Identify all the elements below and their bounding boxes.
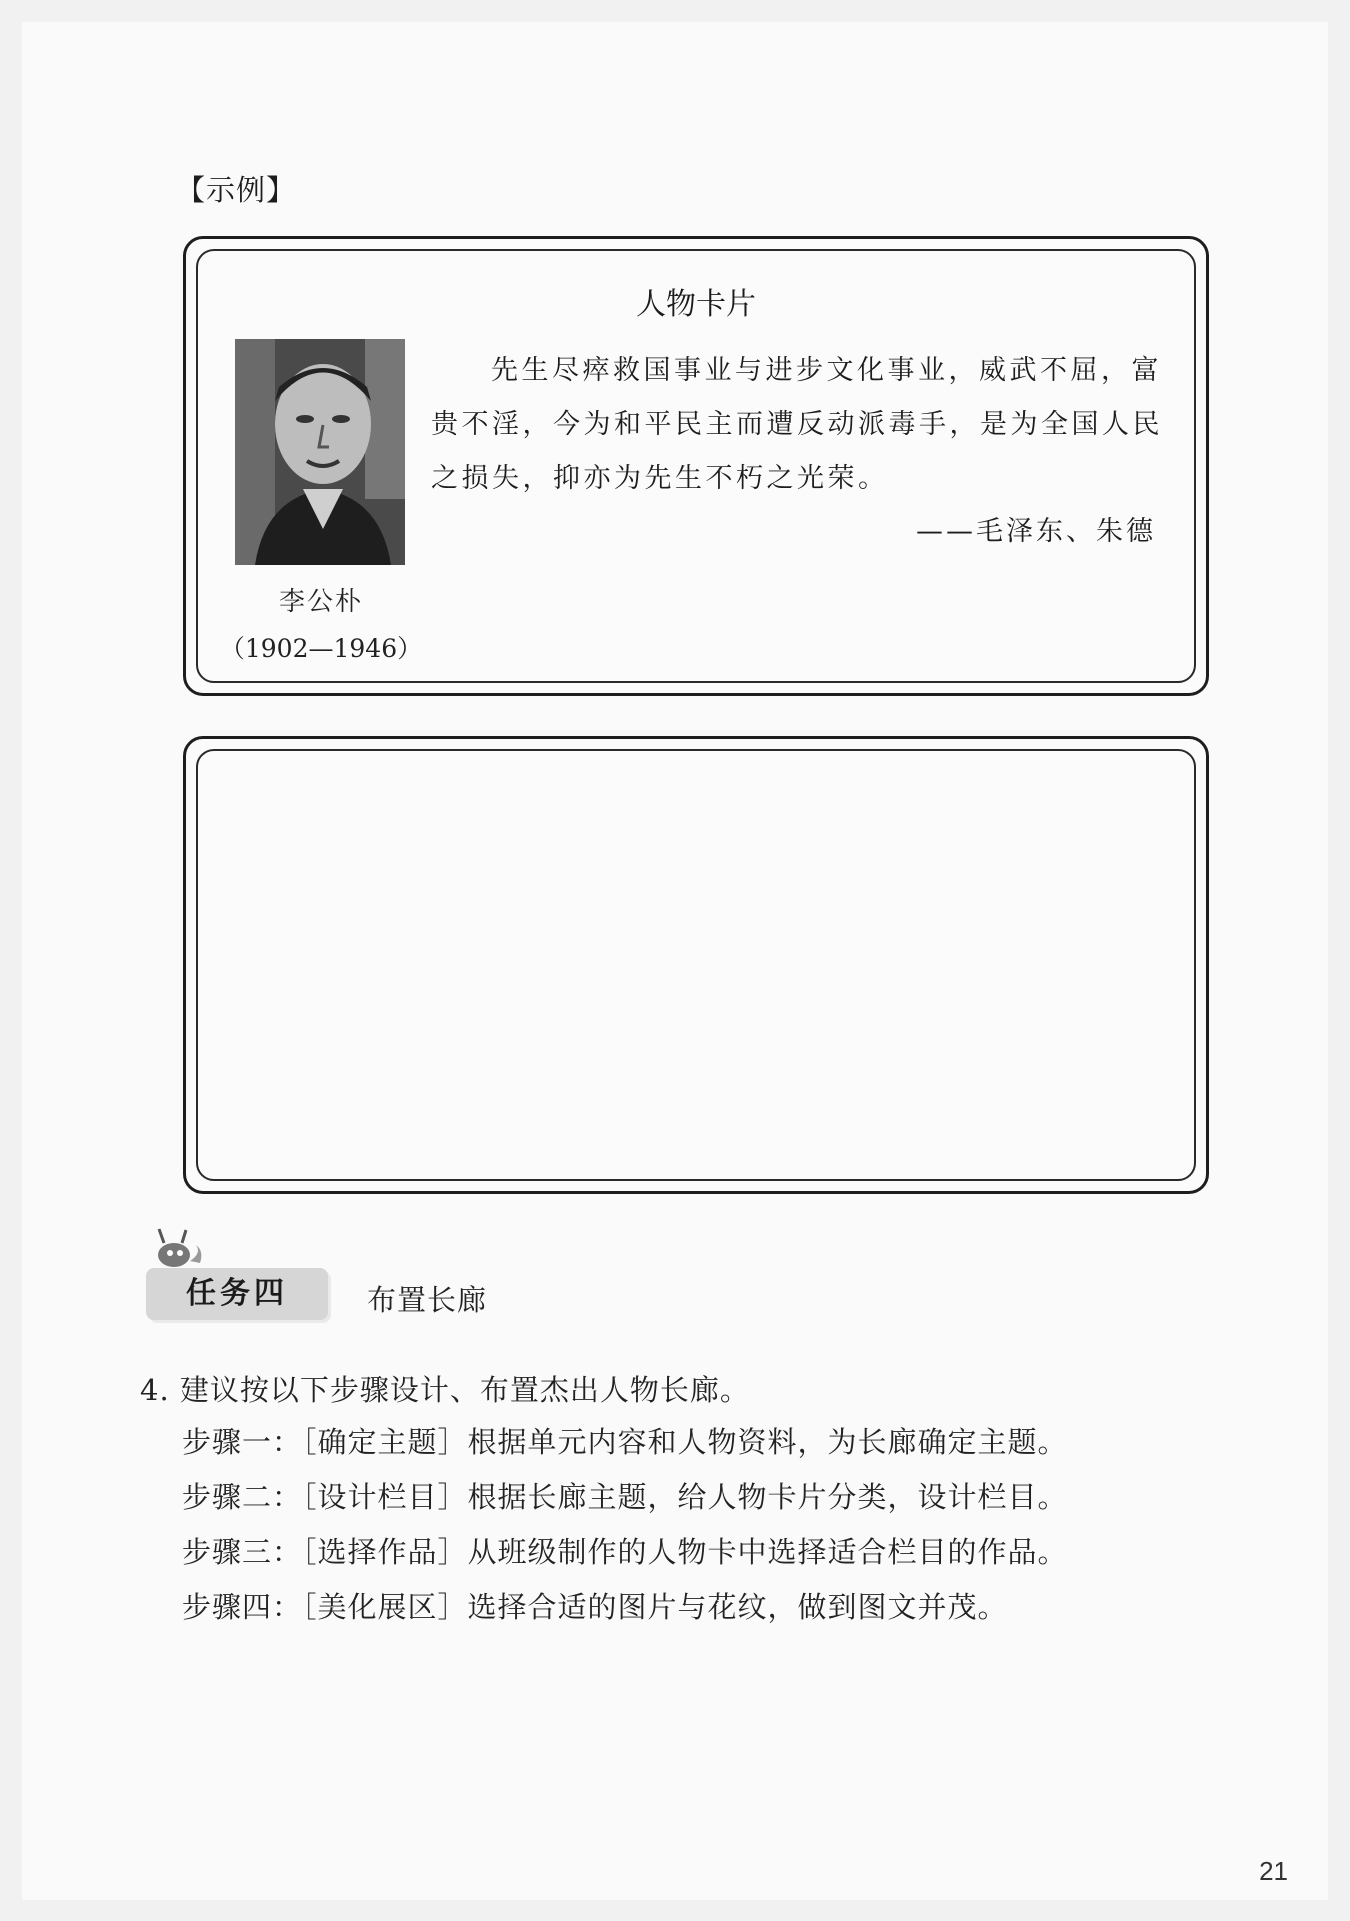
portrait-caption-name: 李公朴	[278, 587, 363, 617]
task-badge: 任务四	[146, 1268, 328, 1320]
blank-person-card	[183, 736, 1209, 1194]
page-number: 21	[1259, 1856, 1288, 1886]
portrait-photo	[235, 339, 405, 565]
portrait-caption-years: （1902—1946）	[219, 634, 423, 663]
step-item: 步骤四：［美化展区］选择合适的图片与花纹，做到图文并茂。	[182, 1590, 1008, 1624]
step-item: 步骤一：［确定主题］根据单元内容和人物资料，为长廊确定主题。	[182, 1425, 1068, 1459]
card-title: 人物卡片	[636, 287, 756, 322]
card-inner-border	[196, 749, 1196, 1181]
example-label: 【示例】	[176, 173, 297, 207]
person-card-example	[183, 236, 1209, 696]
steps-list	[182, 1420, 1068, 1640]
card-quote: 先生尽瘁救国事业与进步文化事业，威武不屈，富贵不淫，今为和平民主而遭反动派毒手，是为全国人民之损失，抑亦为先生不朽之光荣。	[431, 355, 1163, 494]
instruction-text: 4. 建议按以下步骤设计、布置杰出人物长廊。	[140, 1373, 750, 1407]
task-title: 布置长廊	[367, 1283, 488, 1317]
step-item: 步骤三：［选择作品］从班级制作的人物卡中选择适合栏目的作品。	[182, 1535, 1068, 1569]
step-item: 步骤二：［设计栏目］根据长廊主题，给人物卡片分类，设计栏目。	[182, 1480, 1068, 1514]
snail-mascot-icon	[150, 1225, 206, 1269]
quote-source: ——毛泽东、朱德	[916, 516, 1156, 547]
